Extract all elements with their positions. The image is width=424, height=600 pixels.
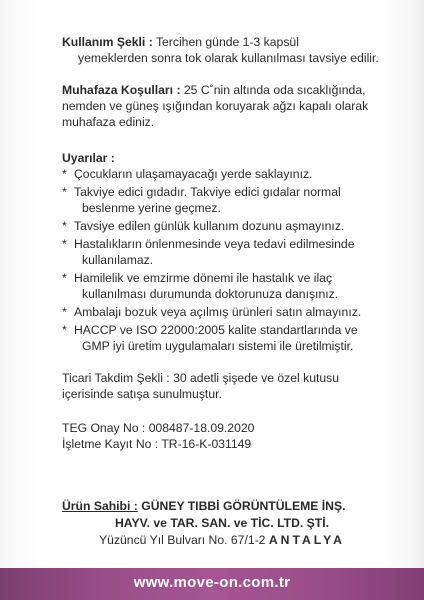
owner-company2: HAYV. ve TAR. SAN. ve TİC. LTD. ŞTİ.	[114, 516, 329, 530]
usage-section	[62, 34, 382, 66]
website-url[interactable]: www.move-on.com.tr	[133, 574, 291, 591]
storage-line1: 25 C˚nin altında oda sıcaklığında,	[183, 83, 366, 97]
isletme-number: İşletme Kayıt No : TR-16-K-031149	[62, 437, 252, 451]
warning-item	[62, 236, 382, 268]
owner-address: Yüzüncü Yıl Bulvarı No. 67/1-2	[99, 533, 266, 547]
footer-band	[0, 568, 424, 600]
storage-line3: muhafaza ediniz.	[62, 115, 155, 129]
label-content	[62, 34, 382, 452]
warning-item	[62, 166, 382, 182]
warning-item	[62, 304, 382, 320]
warning-item	[62, 218, 382, 234]
owner-section	[62, 498, 382, 549]
warning-text: Çocukların ulaşamayacağı yerde saklayınız.	[74, 167, 313, 181]
warning-bullet: *	[62, 219, 67, 233]
commercial-section	[62, 370, 382, 402]
warnings-title: Uyarılar :	[62, 151, 115, 165]
warning-bullet: *	[62, 323, 67, 337]
teg-number: TEG Onay No : 008487-18.09.2020	[62, 421, 255, 435]
warning-item	[62, 270, 382, 302]
warning-bullet: *	[62, 237, 67, 251]
storage-section	[62, 82, 382, 130]
warning-text: HACCP ve ISO 22000:2005 kalite standartlarında ve	[74, 323, 358, 337]
warning-item	[62, 184, 382, 216]
warning-item	[62, 322, 382, 354]
warning-text: Hamilelik ve emzirme dönemi ile hastalık ve ilaç	[74, 271, 333, 285]
registration-section	[62, 420, 382, 452]
usage-line1: Tercihen günde 1-3 kapsül	[155, 35, 299, 49]
storage-line2: nemden ve güneş ışığından koruyarak ağzı kapalı olarak	[62, 99, 369, 113]
owner-city: ANTALYA	[268, 533, 345, 547]
owner-company1: GÜNEY TIBBİ GÖRÜNTÜLEME İNŞ.	[141, 499, 346, 513]
warning-text-continued: kullanılamaz.	[82, 253, 154, 267]
warnings-section	[62, 150, 382, 354]
commercial-line1: Ticari Takdim Şekli : 30 adetli şişede ve özel kutusu	[62, 371, 340, 385]
storage-label: Muhafaza Koşulları :	[62, 83, 181, 97]
warning-bullet: *	[62, 185, 67, 199]
commercial-line2: içerisinde satışa sunulmuştur.	[62, 387, 222, 401]
warning-text: Hastalıkların önlenmesinde veya tedavi edilmesinde	[74, 237, 355, 251]
warning-text: Takviye edici gıdadır. Takviye edici gıdalar normal	[74, 185, 341, 199]
warning-text: Ambalajı bozuk veya açılmış ürünleri satın almayınız.	[74, 305, 362, 319]
warning-bullet: *	[62, 271, 67, 285]
usage-label: Kullanım Şekli :	[62, 35, 153, 49]
warning-text: Tavsiye edilen günlük kullanım dozunu aşmayınız.	[74, 219, 345, 233]
warning-text-continued: kullanılması durumunda doktorunuza danışınız.	[82, 287, 339, 301]
warnings-list	[62, 166, 382, 354]
warning-bullet: *	[62, 305, 67, 319]
usage-line2: yemeklerden sonra tok olarak kullanılması tavsiye edilir.	[78, 51, 379, 65]
owner-address-line	[62, 532, 382, 549]
warning-text-continued: GMP iyi üretim uygulamaları sistemi ile üretilmiştir.	[82, 339, 354, 353]
warning-text-continued: beslenme yerine geçmez.	[82, 201, 221, 215]
warning-bullet: *	[62, 167, 67, 181]
owner-label: Ürün Sahibi :	[62, 499, 138, 513]
